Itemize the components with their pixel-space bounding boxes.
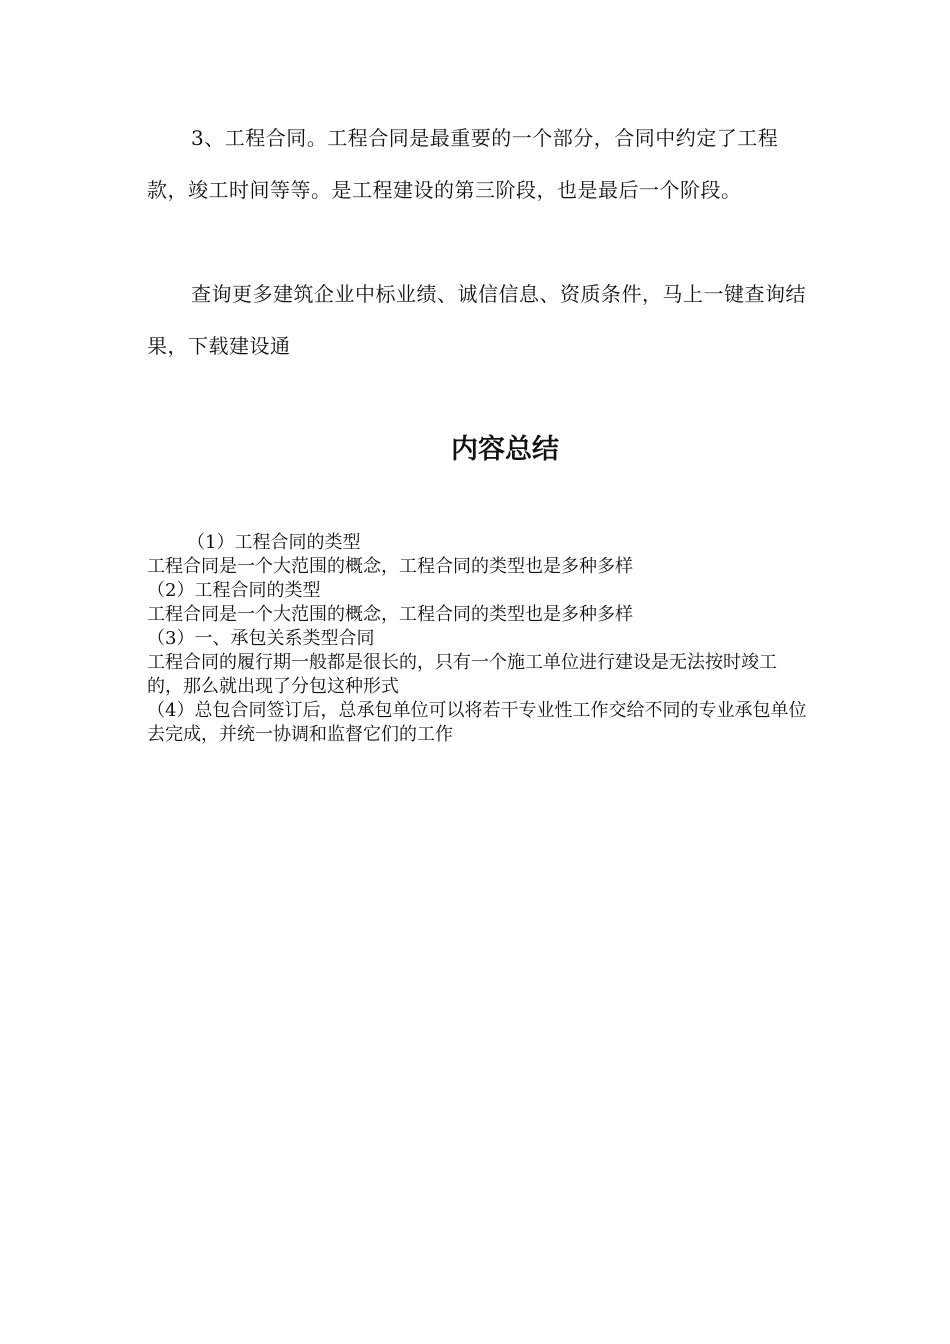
summary-line: （4）总包合同签订后，总承包单位可以将若干专业性工作交给不同的专业承包单位去完成，并统一协调和监督它们的工作 xyxy=(147,700,807,745)
paragraph-query-promo: 查询更多建筑企业中标业绩、诚信信息、资质条件，马上一键查询结果，下载建设通 xyxy=(147,282,806,358)
summary-line: （2）工程合同的类型 xyxy=(147,580,321,601)
summary-line: （1）工程合同的类型 xyxy=(187,532,361,553)
summary-heading: 内容总结 xyxy=(451,434,559,465)
paragraph-engineering-contract: 3、工程合同。工程合同是最重要的一个部分，合同中约定了工程款，竣工时间等等。是工程建设的第三阶段，也是最后一个阶段。 xyxy=(147,126,779,202)
summary-block xyxy=(147,531,807,747)
summary-line: 工程合同是一个大范围的概念，工程合同的类型也是多种多样 xyxy=(147,556,633,577)
summary-line: 工程合同的履行期一般都是很长的，只有一个施工单位进行建设是无法按时竣工的，那么就出现了分包这种形式 xyxy=(147,652,777,697)
summary-line: 工程合同是一个大范围的概念，工程合同的类型也是多种多样 xyxy=(147,604,633,625)
summary-line: （3）一、承包关系类型合同 xyxy=(147,628,375,649)
